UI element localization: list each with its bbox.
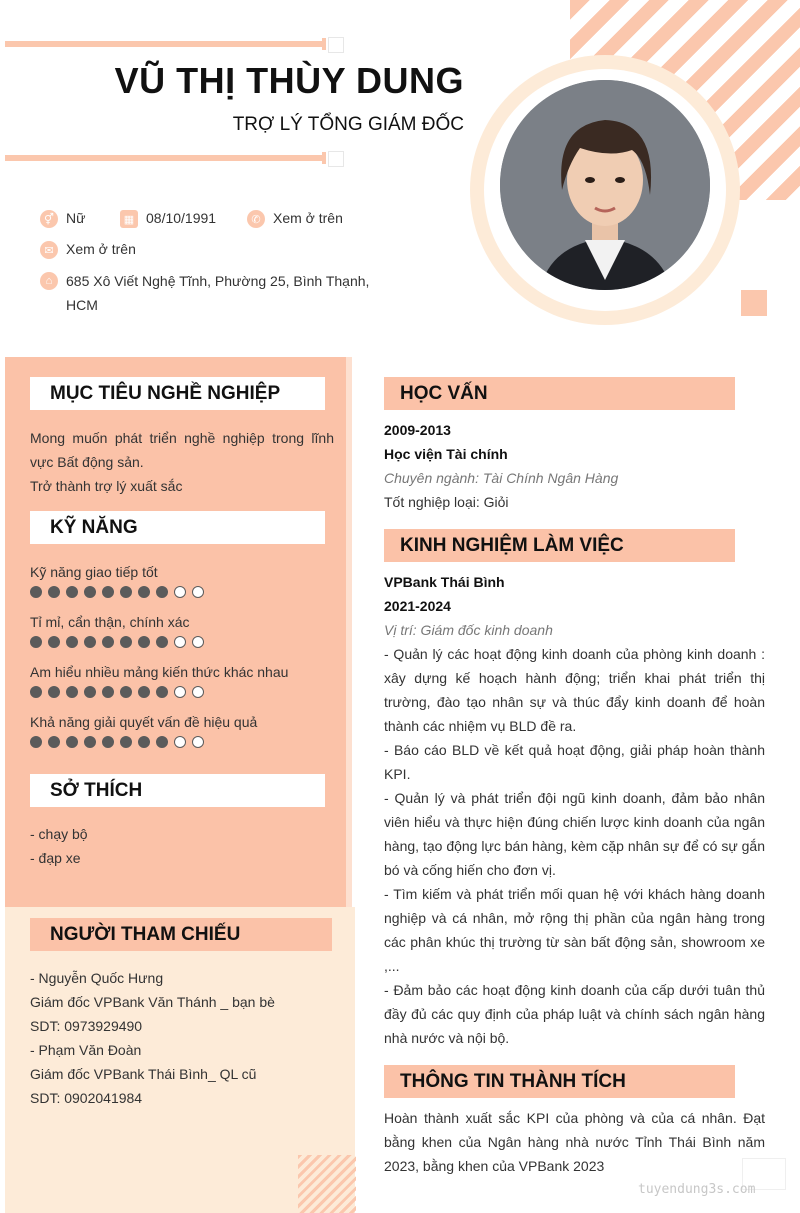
rating-dot-filled [156, 586, 168, 598]
skill-row [30, 560, 330, 610]
phone-icon: ✆ [247, 210, 265, 228]
email-value: Xem ở trên [66, 241, 136, 257]
rating-dot-filled [156, 636, 168, 648]
candidate-job-title: TRỢ LÝ TỔNG GIÁM ĐỐC [232, 114, 464, 135]
education-major: Chuyên ngành: Tài Chính Ngân Hàng [384, 470, 619, 486]
skill-row [30, 660, 330, 710]
education-heading: HỌC VẤN [384, 377, 735, 410]
objective-heading: MỤC TIÊU NGHỀ NGHIỆP [30, 377, 325, 410]
objective-line: Trở thành trợ lý xuất sắc [30, 478, 183, 494]
rating-dot-filled [84, 636, 96, 648]
references-heading: NGƯỜI THAM CHIẾU [30, 918, 332, 951]
rating-dot-filled [102, 636, 114, 648]
header-line-tick [322, 152, 326, 164]
rating-dot-empty [192, 686, 204, 698]
skill-rating [30, 586, 330, 598]
rating-dot-filled [102, 736, 114, 748]
experience-duty: - Tìm kiếm và phát triển mối quan hệ với khách hàng doanh nghiệp và cá nhân, mở rộng thị phần của ngân hàng trong các phân khúc thị trường từ sàn bất động sản, showroom xe ,... [384, 886, 765, 974]
header-line-tick [322, 38, 326, 50]
rating-dot-filled [120, 586, 132, 598]
rating-dot-filled [66, 586, 78, 598]
skills-list [30, 560, 330, 760]
rating-dot-filled [138, 686, 150, 698]
hobby-item: - chạy bộ [30, 826, 88, 842]
rating-dot-filled [30, 636, 42, 648]
education-grade: Tốt nghiệp loại: Giỏi [384, 494, 509, 510]
references-list [30, 966, 275, 1110]
experience-position: Vị trí: Giám đốc kinh doanh [384, 622, 553, 638]
rating-dot-empty [192, 736, 204, 748]
phone-value: Xem ở trên [273, 210, 343, 226]
rating-dot-empty [174, 636, 186, 648]
left-column-edge [346, 357, 352, 907]
stripe-decoration-small [298, 1155, 356, 1213]
skill-label: Am hiểu nhiều mảng kiến thức khác nhau [30, 664, 289, 680]
rating-dot-filled [48, 586, 60, 598]
hobbies-heading: SỞ THÍCH [30, 774, 325, 807]
rating-dot-filled [66, 736, 78, 748]
experience-duty: - Quản lý các hoạt động kinh doanh của phòng kinh doanh : xây dựng kế hoạch hành động; triển khai phát triển thị trường, đào tạo nhân sự và thúc đẩy kinh doanh để hoàn thành các nhiệm vụ BLD đề ra. [384, 646, 765, 734]
achievements-text: Hoàn thành xuất sắc KPI của phòng và của cá nhân. Đạt bằng khen của Ngân hàng nhà nước Tỉnh Thái Bình năm 2023, bằng khen của VPBank 2023 [384, 1110, 765, 1174]
rating-dot-filled [48, 636, 60, 648]
rating-dot-filled [156, 736, 168, 748]
skill-label: Kỹ năng giao tiếp tốt [30, 564, 158, 580]
objective-line: Mong muốn phát triển nghề nghiệp trong lĩnh vực Bất động sản. [30, 430, 334, 470]
experience-duty: - Đảm bảo các hoạt động kinh doanh của cấp dưới tuân thủ đầy đủ các quy định của pháp luật và chính sách ngân hàng nhà nước và nội bộ. [384, 982, 765, 1046]
birthday-info [120, 210, 216, 228]
skill-label: Tỉ mỉ, cẩn thận, chính xác [30, 614, 190, 630]
rating-dot-filled [138, 736, 150, 748]
skill-row [30, 610, 330, 660]
rating-dot-filled [48, 736, 60, 748]
skill-rating [30, 636, 330, 648]
gender-value: Nữ [66, 210, 86, 226]
rating-dot-filled [30, 586, 42, 598]
rating-dot-filled [156, 686, 168, 698]
rating-dot-filled [138, 586, 150, 598]
gender-info [40, 210, 85, 228]
rating-dot-filled [66, 636, 78, 648]
candidate-name: VŨ THỊ THÙY DUNG [114, 60, 464, 101]
rating-dot-empty [174, 686, 186, 698]
reference-line: SDT: 0973929490 [30, 1018, 143, 1034]
rating-dot-filled [102, 686, 114, 698]
skill-row [30, 710, 330, 760]
rating-dot-empty [174, 586, 186, 598]
rating-dot-filled [102, 586, 114, 598]
rating-dot-filled [48, 686, 60, 698]
experience-duty: - Báo cáo BLD về kết quả hoạt động, giải pháp hoàn thành KPI. [384, 742, 765, 782]
email-icon: ✉ [40, 241, 58, 259]
header-line-bottom [5, 155, 323, 161]
reference-line: - Nguyễn Quốc Hưng [30, 970, 164, 986]
rating-dot-filled [84, 686, 96, 698]
rating-dot-filled [120, 686, 132, 698]
calendar-icon: ▦ [120, 210, 138, 228]
hobby-item: - đạp xe [30, 850, 81, 866]
rating-dot-empty [174, 736, 186, 748]
watermark: tuyendung3s.com [638, 1182, 756, 1197]
rating-dot-empty [192, 636, 204, 648]
skill-label: Khả năng giải quyết vấn đề hiệu quả [30, 714, 258, 730]
reference-line: - Phạm Văn Đoàn [30, 1042, 142, 1058]
hobbies-list [30, 822, 88, 870]
skills-heading: KỸ NĂNG [30, 511, 325, 544]
objective-text [30, 426, 334, 498]
phone-info [247, 210, 343, 228]
experience-duty: - Quản lý và phát triển đội ngũ kinh doanh, đảm bảo nhân viên hiểu và thực hiện đúng chiến lược kinh doanh của ngân hàng, tạo động lực bán hàng, kèm cặp nhân sự để có sự gắn bó và cống hiến cho đơn vị. [384, 790, 765, 878]
rating-dot-empty [192, 586, 204, 598]
experience-years: 2021-2024 [384, 598, 451, 614]
decorative-square [741, 290, 767, 316]
education-years: 2009-2013 [384, 422, 451, 438]
header-line-square [328, 151, 344, 167]
reference-line: SDT: 0902041984 [30, 1090, 143, 1106]
rating-dot-filled [120, 736, 132, 748]
skill-rating [30, 686, 330, 698]
experience-company: VPBank Thái Bình [384, 574, 505, 590]
experience-heading: KINH NGHIỆM LÀM VIỆC [384, 529, 735, 562]
education-section [384, 418, 765, 514]
rating-dot-filled [30, 686, 42, 698]
rating-dot-filled [66, 686, 78, 698]
address-info [40, 272, 370, 317]
gender-icon: ⚥ [40, 210, 58, 228]
experience-section [384, 570, 765, 1050]
achievements-heading: THÔNG TIN THÀNH TÍCH [384, 1065, 735, 1098]
birthday-value: 08/10/1991 [146, 210, 217, 226]
skill-rating [30, 736, 330, 748]
profile-photo [500, 80, 710, 290]
header-line-square [328, 37, 344, 53]
reference-line: Giám đốc VPBank Thái Bình_ QL cũ [30, 1066, 257, 1082]
reference-line: Giám đốc VPBank Văn Thánh _ bạn bè [30, 994, 275, 1010]
rating-dot-filled [84, 736, 96, 748]
header-line-top [5, 41, 323, 47]
rating-dot-filled [120, 636, 132, 648]
address-value: 685 Xô Viết Nghệ Tĩnh, Phường 25, Bình Thạnh, HCM [66, 273, 370, 313]
home-icon: ⌂ [40, 272, 58, 290]
rating-dot-filled [84, 586, 96, 598]
education-school: Học viện Tài chính [384, 446, 508, 462]
email-info [40, 241, 136, 259]
rating-dot-filled [30, 736, 42, 748]
rating-dot-filled [138, 636, 150, 648]
